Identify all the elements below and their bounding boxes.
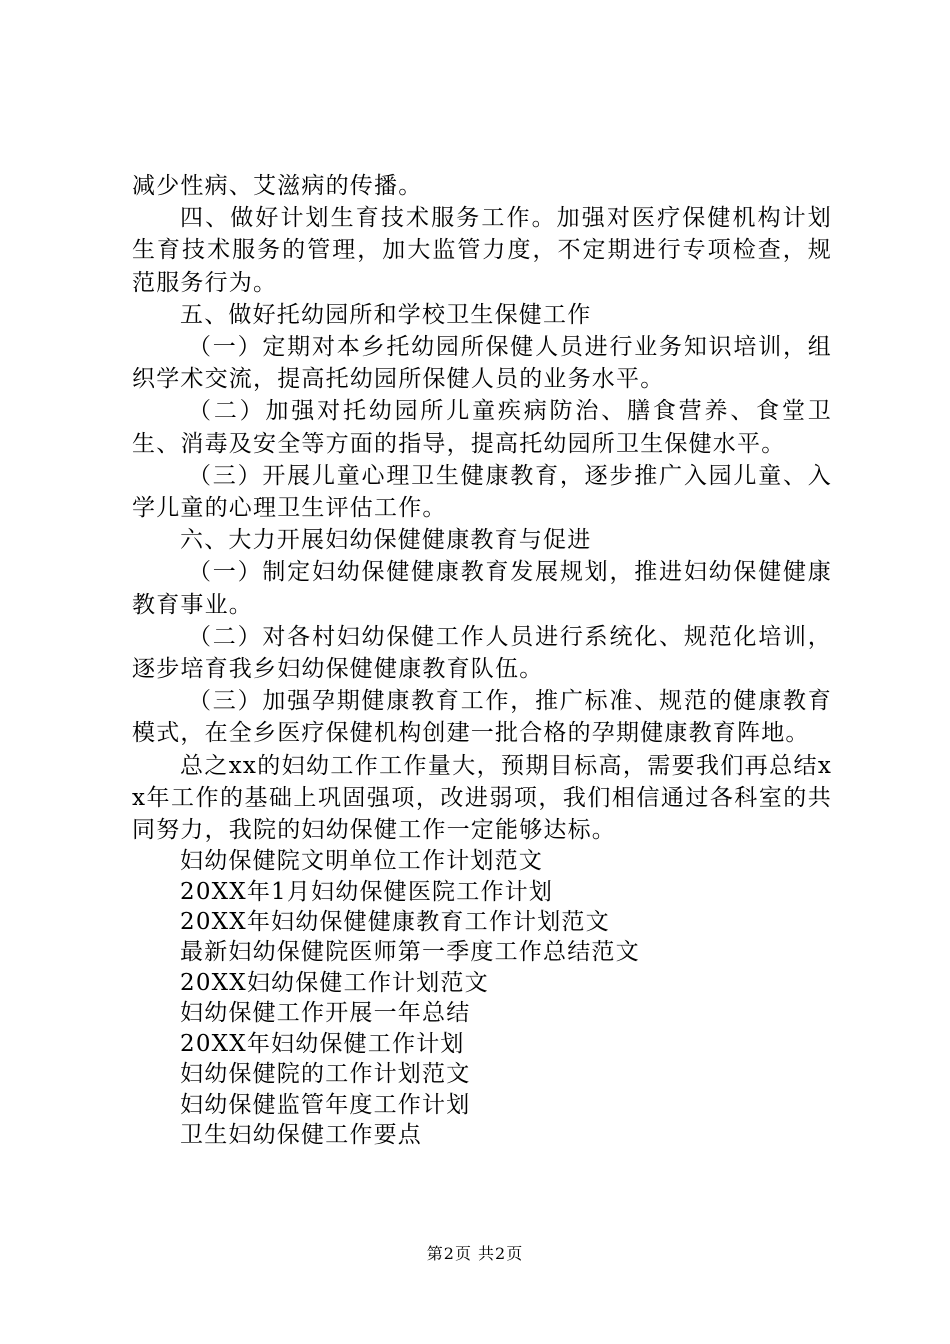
related-links-list	[132, 846, 832, 1150]
section-6-item-2: （二）对各村妇幼保健工作人员进行系统化、规范化培训，逐步培育我乡妇幼保健健康教育队伍。	[132, 623, 832, 683]
related-link[interactable]: 20XX年妇幼保健健康教育工作计划范文	[180, 909, 610, 936]
section-5-item-2: （二）加强对托幼园所儿童疾病防治、膳食营养、食堂卫生、消毒及安全等方面的指导，提高托幼园所卫生保健水平。	[132, 398, 832, 457]
page-number-footer: 第2页 共2页	[426, 1244, 524, 1263]
section-6-item-1: （一）制定妇幼保健健康教育发展规划，推进妇幼保健健康教育事业。	[132, 559, 832, 618]
section-6-item-3: （三）加强孕期健康教育工作，推广标准、规范的健康教育模式，在全乡医疗保健机构创建一批合格的孕期健康教育阵地。	[132, 688, 832, 747]
related-link[interactable]: 妇幼保健工作开展一年总结	[180, 1000, 471, 1027]
conclusion-paragraph: 总之xx的妇幼工作工作量大，预期目标高，需要我们再总结xx年工作的基础上巩固强项，改进弱项，我们相信通过各科室的共同努力，我院的妇幼保健工作一定能够达标。	[132, 752, 832, 844]
section-5-heading: 五、做好托幼园所和学校卫生保健工作	[180, 301, 592, 328]
related-link[interactable]: 20XX年1月妇幼保健医院工作计划	[180, 878, 554, 905]
related-link[interactable]: 妇幼保健院文明单位工作计划范文	[180, 848, 543, 875]
section-5-item-3: （三）开展儿童心理卫生健康教育，逐步推广入园儿童、入学儿童的心理卫生评估工作。	[132, 462, 832, 522]
related-link[interactable]: 妇幼保健院的工作计划范文	[180, 1061, 471, 1088]
related-link[interactable]: 20XX妇幼保健工作计划范文	[180, 969, 489, 996]
section-5-item-1: （一）定期对本乡托幼园所保健人员进行业务知识培训，组织学术交流，提高托幼园所保健人员的业务水平。	[132, 334, 832, 393]
document-body	[132, 170, 832, 1150]
related-link[interactable]: 20XX年妇幼保健工作计划	[180, 1030, 465, 1057]
section-6-heading: 六、大力开展妇幼保健健康教育与促进	[180, 527, 592, 554]
section-4-paragraph: 四、做好计划生育技术服务工作。加强对医疗保健机构计划生育技术服务的管理，加大监管力度，不定期进行专项检查，规范服务行为。	[132, 205, 832, 296]
related-link[interactable]: 最新妇幼保健院医师第一季度工作总结范文	[180, 939, 640, 966]
paragraph-continuation: 减少性病、艾滋病的传播。	[132, 173, 423, 199]
related-link[interactable]: 妇幼保健监管年度工作计划	[180, 1091, 471, 1118]
related-link[interactable]: 卫生妇幼保健工作要点	[180, 1121, 422, 1148]
